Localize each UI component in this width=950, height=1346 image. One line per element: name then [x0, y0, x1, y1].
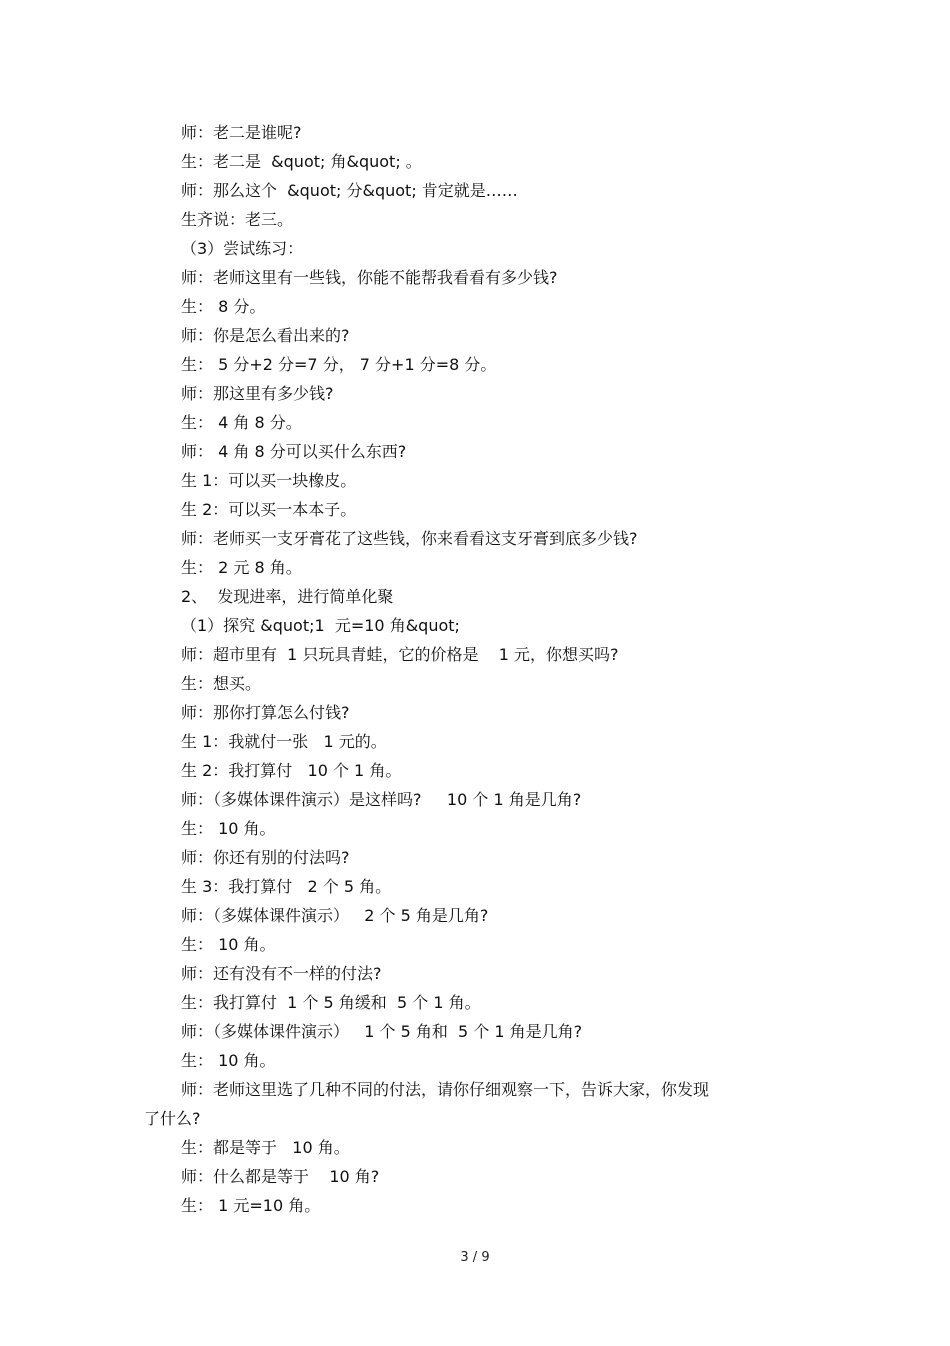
text-line: 师： 4 角 8 分可以买什么东西? — [181, 442, 407, 461]
text-line: 师：你还有别的付法吗? — [181, 848, 350, 867]
section-heading: （1）探究 &quot;1 元=10 角&quot; — [181, 616, 460, 635]
text-line: 师：什么都是等于 10 角? — [181, 1167, 380, 1186]
text-line: 师：老师这里选了几种不同的付法，请你仔细观察一下，告诉大家，你发现 — [181, 1080, 710, 1099]
text-line: 生： 2 元 8 角。 — [181, 558, 302, 577]
text-line: 师：那么这个 &quot; 分&quot; 肯定就是…… — [181, 181, 518, 200]
document-body — [144, 118, 784, 1220]
text-line: 生 2：我打算付 10 个 1 角。 — [181, 761, 402, 780]
page-number: 3 / 9 — [460, 1250, 490, 1265]
text-line: 师：老师这里有一些钱，你能不能帮我看看有多少钱? — [181, 268, 558, 287]
text-line: 生： 10 角。 — [181, 935, 276, 954]
text-line: 生：都是等于 10 角。 — [181, 1138, 350, 1157]
text-line: 师：（多媒体课件演示） 2 个 5 角是几角? — [181, 906, 489, 925]
text-line: 生： 10 角。 — [181, 819, 276, 838]
text-line: 师：那这里有多少钱? — [181, 384, 334, 403]
text-line: 师：还有没有不一样的付法? — [181, 964, 382, 983]
text-line: 师：你是怎么看出来的? — [181, 326, 350, 345]
text-line: 师：（多媒体课件演示） 1 个 5 角和 5 个 1 角是几角? — [181, 1022, 583, 1041]
text-line: 生齐说：老三。 — [181, 210, 294, 229]
text-line: 生： 5 分+2 分=7 分， 7 分+1 分=8 分。 — [181, 355, 497, 374]
text-line: 师：那你打算怎么付钱? — [181, 703, 350, 722]
text-line: 生 2：可以买一本本子。 — [181, 500, 357, 519]
text-line: 生： 8 分。 — [181, 297, 266, 316]
section-heading: 2、 发现进率，进行简单化聚 — [181, 587, 394, 606]
text-line: 生 1：我就付一张 1 元的。 — [181, 732, 387, 751]
text-line-continuation: 了什么? — [144, 1109, 201, 1128]
text-line: 生：老二是 &quot; 角&quot; 。 — [181, 152, 422, 171]
text-line: 师：超市里有 1 只玩具青蛙，它的价格是 1 元，你想买吗? — [181, 645, 619, 664]
text-line: 师：（多媒体课件演示）是这样吗? 10 个 1 角是几角? — [181, 790, 582, 809]
text-line: 生 1：可以买一块橡皮。 — [181, 471, 357, 490]
text-line: 生：我打算付 1 个 5 角缓和 5 个 1 角。 — [181, 993, 481, 1012]
text-line: 生：想买。 — [181, 674, 262, 693]
text-line: 生： 10 角。 — [181, 1051, 276, 1070]
section-heading: （3）尝试练习： — [181, 239, 304, 258]
text-line: 生： 4 角 8 分。 — [181, 413, 302, 432]
text-line: 师：老二是谁呢? — [181, 123, 302, 142]
text-line: 生 3：我打算付 2 个 5 角。 — [181, 877, 392, 896]
text-line: 生： 1 元=10 角。 — [181, 1196, 321, 1215]
text-line: 师：老师买一支牙膏花了这些钱，你来看看这支牙膏到底多少钱? — [181, 529, 638, 548]
